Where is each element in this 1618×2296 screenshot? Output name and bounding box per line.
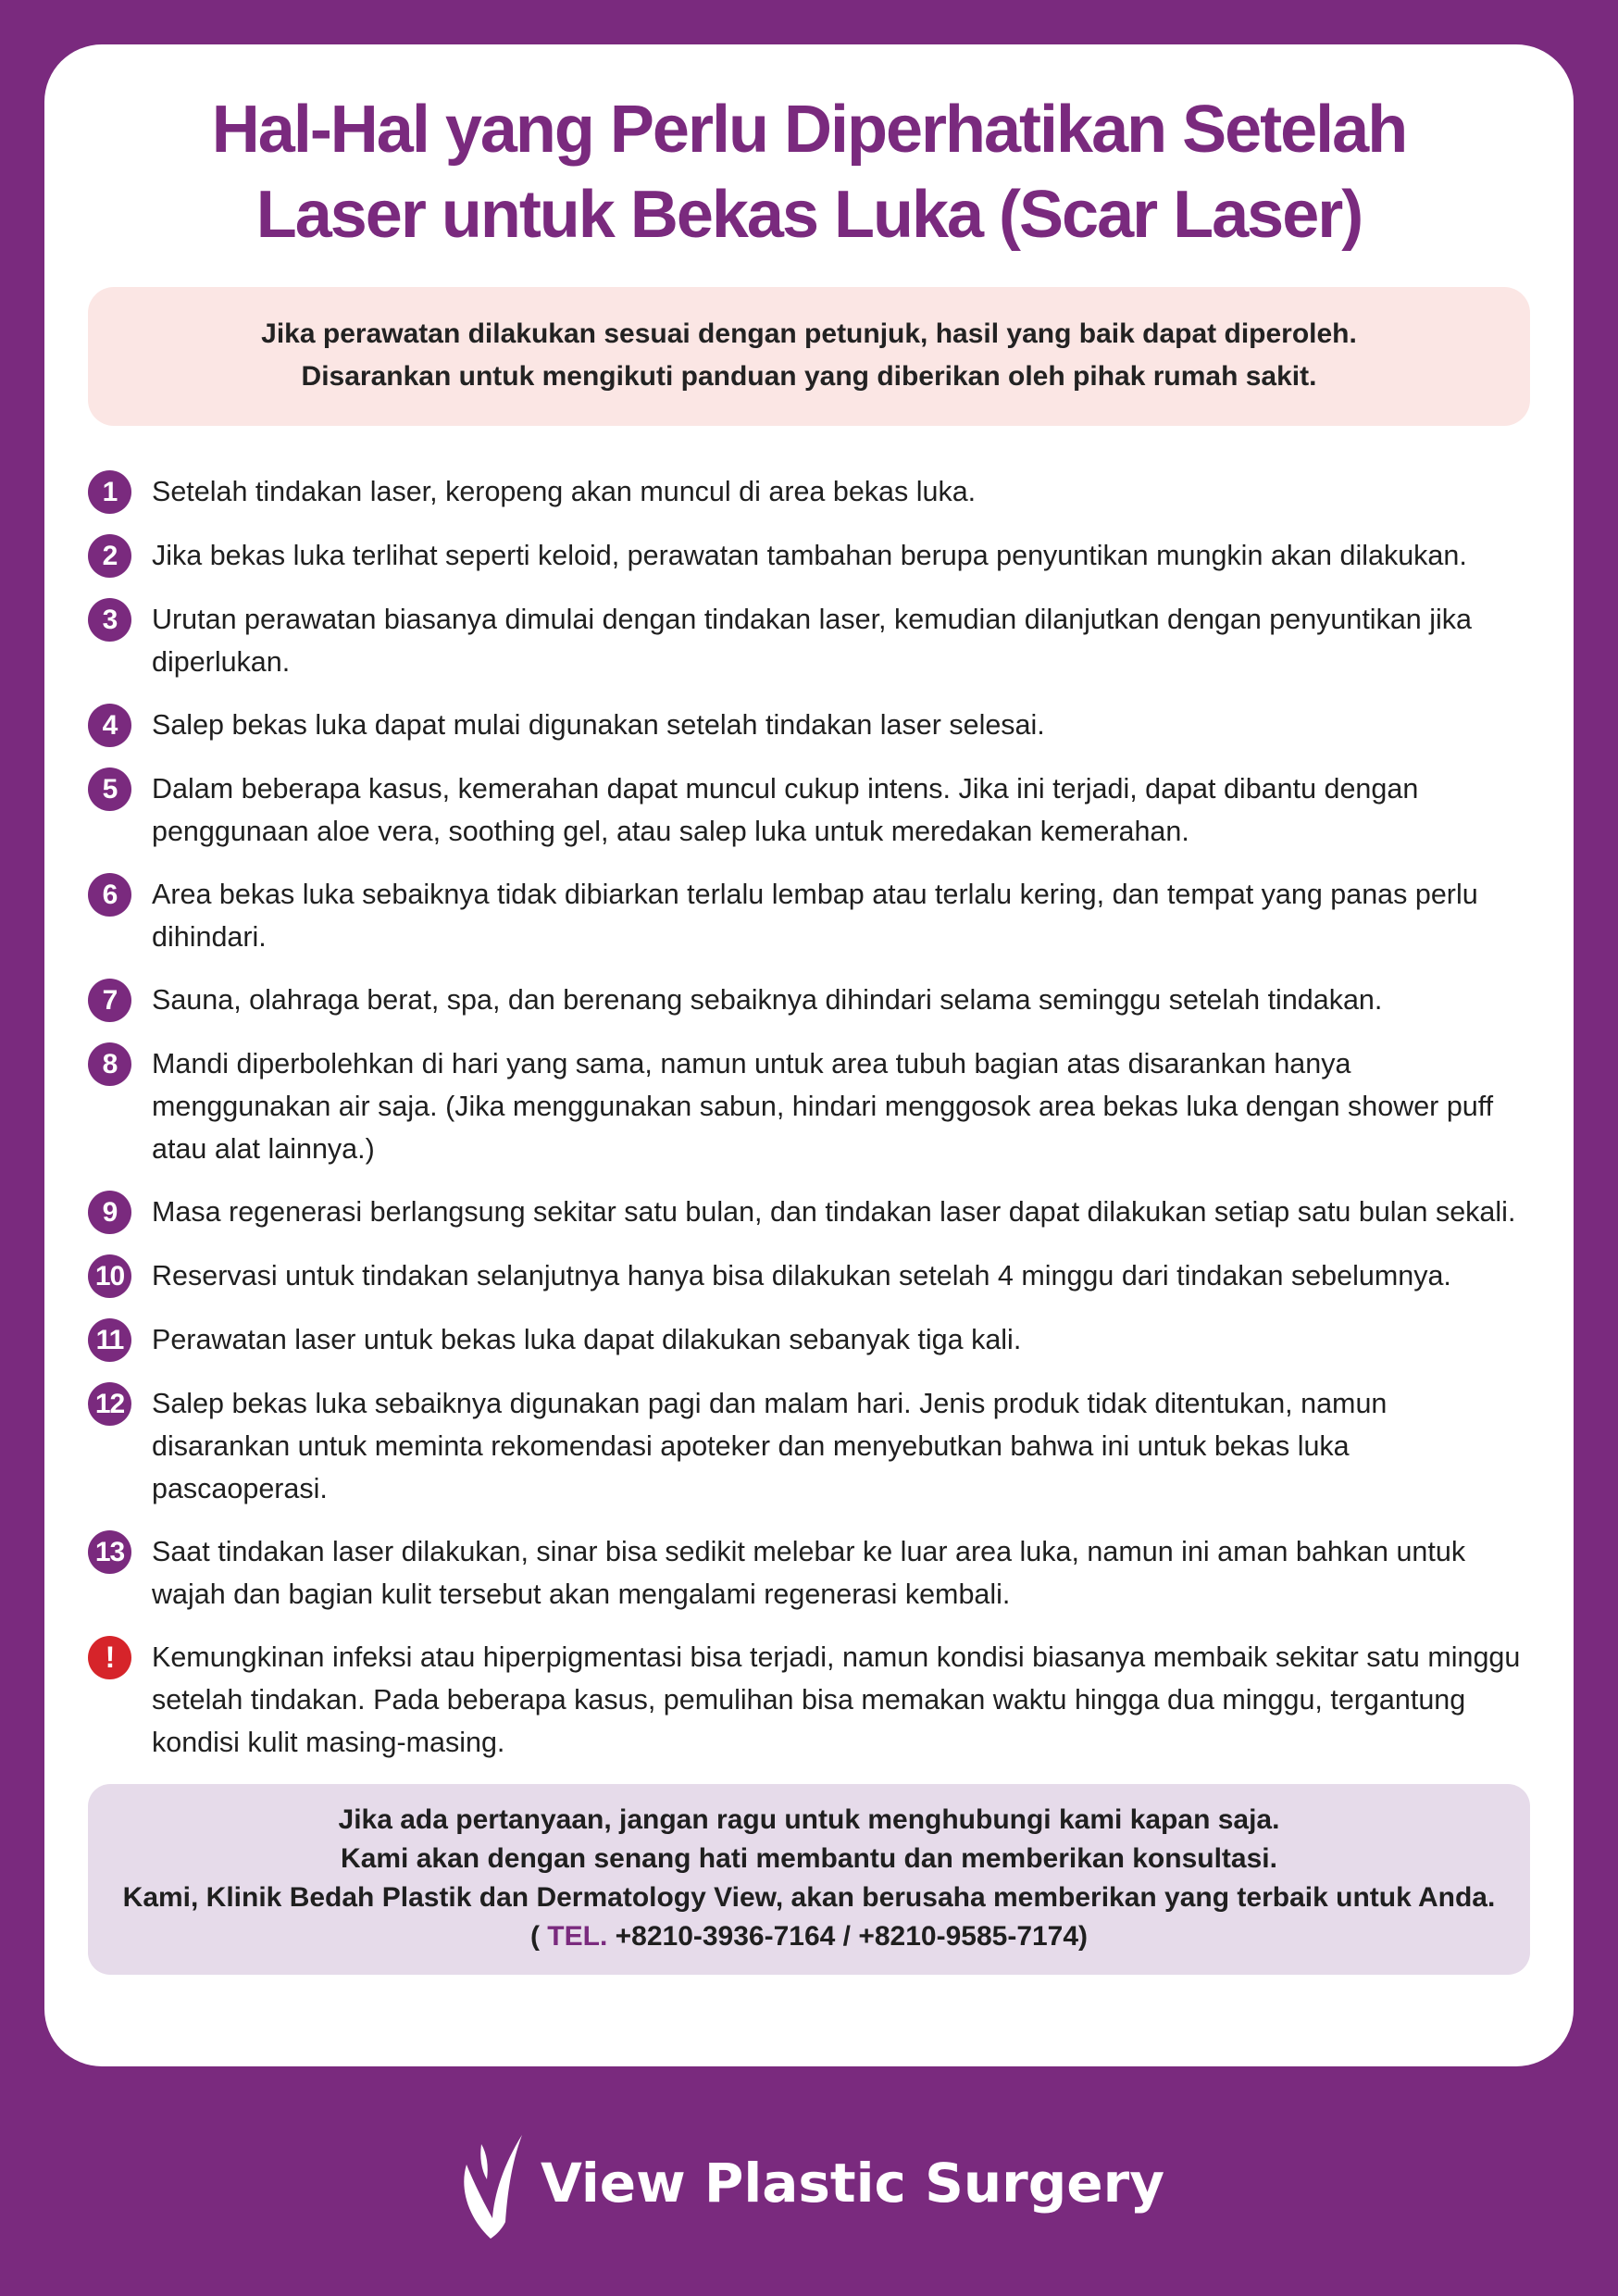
number-badge-9: 9 [88,1191,131,1234]
number-badge-5: 5 [88,767,131,811]
list-item-10 [88,1254,1530,1298]
title-line-2: Laser untuk Bekas Luka (Scar Laser) [255,178,1363,252]
list-item-1 [88,470,1530,514]
phone-open-paren: ( [529,1921,548,1952]
phone-line [116,1917,1502,1956]
list-item-7 [88,979,1530,1022]
intro-line-1: Jika perawatan dilakukan sesuai dengan petunjuk, hasil yang baik dapat diperoleh. [261,318,1357,349]
number-badge-1: 1 [88,470,131,514]
item-text-5: Dalam beberapa kasus, kemerahan dapat muncul cukup intens. Jika ini terjadi, dapat dibantu dengan penggunaan aloe vera, soothing gel, atau salep luka untuk meredakan kemerahan. [152,773,1419,847]
item-text-11: Perawatan laser untuk bekas luka dapat dilakukan sebanyak tiga kali. [152,1324,1022,1355]
instruction-list [88,470,1530,1764]
brand-name: View Plastic Surgery [540,2152,1165,2215]
tel-label: TEL. [547,1921,608,1952]
intro-line-2: Disarankan untuk mengikuti panduan yang diberikan oleh pihak rumah sakit. [301,361,1317,392]
contact-box [88,1784,1530,1975]
number-badge-13: 13 [88,1530,131,1574]
list-item-5 [88,767,1530,853]
item-text-7: Sauna, olahraga berat, spa, dan berenang sebaiknya dihindari selama seminggu setelah tindakan. [152,984,1383,1016]
item-text-9: Masa regenerasi berlangsung sekitar satu bulan, dan tindakan laser dapat dilakukan setiap satu bulan sekali. [152,1196,1516,1228]
title-line-1: Hal-Hal yang Perlu Diperhatikan Setelah [211,93,1407,167]
list-item-warning [88,1636,1530,1764]
exclamation-icon: ! [88,1636,131,1679]
leaf-logo-icon [454,2122,528,2244]
item-text-1: Setelah tindakan laser, keropeng akan muncul di area bekas luka. [152,476,977,507]
number-badge-6: 6 [88,873,131,917]
number-badge-11: 11 [88,1318,131,1362]
list-item-2 [88,534,1530,578]
number-badge-4: 4 [88,704,131,747]
list-item-8 [88,1042,1530,1170]
number-badge-10: 10 [88,1254,131,1298]
list-item-6 [88,873,1530,958]
number-badge-3: 3 [88,598,131,642]
item-text-8: Mandi diperbolehkan di hari yang sama, namun untuk area tubuh bagian atas disarankan hanya menggunakan air saja. (Jika menggunakan sabun, hindari menggosok area bekas luka dengan shower puff atau alat lainnya.) [152,1048,1494,1165]
footer [0,2118,1618,2248]
number-badge-2: 2 [88,534,131,578]
item-text-12: Salep bekas luka sebaiknya digunakan pagi dan malam hari. Jenis produk tidak ditentukan, namun disarankan untuk meminta rekomendasi apoteker dan menyebutkan bahwa ini untuk bekas luka pascaoperasi. [152,1388,1388,1504]
item-text-3: Urutan perawatan biasanya dimulai dengan tindakan laser, kemudian dilanjutkan dengan penyuntikan jika diperlukan. [152,604,1472,678]
item-text-6: Area bekas luka sebaiknya tidak dibiarkan terlalu lembap atau terlalu kering, dan tempat yang panas perlu dihindari. [152,879,1478,953]
item-text-2: Jika bekas luka terlihat seperti keloid, perawatan tambahan berupa penyuntikan mungkin akan dilakukan. [152,540,1467,571]
info-card [44,44,1574,2066]
item-text-4: Salep bekas luka dapat mulai digunakan setelah tindakan laser selesai. [152,709,1045,741]
number-badge-8: 8 [88,1042,131,1086]
list-item-3 [88,598,1530,683]
number-badge-12: 12 [88,1382,131,1426]
list-item-12 [88,1382,1530,1510]
contact-line-2: Kami akan dengan senang hati membantu dan memberikan konsultasi. [341,1843,1277,1874]
list-item-4 [88,704,1530,747]
number-badge-7: 7 [88,979,131,1022]
list-item-9 [88,1191,1530,1234]
item-text-13: Saat tindakan laser dilakukan, sinar bisa sedikit melebar ke luar area luka, namun ini aman bahkan untuk wajah dan bagian kulit tersebut akan mengalami regenerasi kembali. [152,1536,1466,1610]
item-text-warning: Kemungkinan infeksi atau hiperpigmentasi bisa terjadi, namun kondisi biasanya membaik sekitar satu minggu setelah tindakan. Pada beberapa kasus, pemulihan bisa memakan waktu hingga dua minggu, tergantung kondisi kulit masing-masing. [152,1641,1521,1758]
intro-box [88,287,1530,426]
list-item-13 [88,1530,1530,1616]
item-text-10: Reservasi untuk tindakan selanjutnya hanya bisa dilakukan setelah 4 minggu dari tindakan sebelumnya. [152,1260,1451,1292]
list-item-11 [88,1318,1530,1362]
contact-line-3: Kami, Klinik Bedah Plastik dan Dermatology View, akan berusaha memberikan yang terbaik untuk Anda. [122,1882,1496,1913]
phone-numbers: +8210-3936-7164 / +8210-9585-7174) [607,1921,1089,1952]
page-title [88,87,1530,257]
contact-line-1: Jika ada pertanyaan, jangan ragu untuk menghubungi kami kapan saja. [338,1804,1280,1835]
